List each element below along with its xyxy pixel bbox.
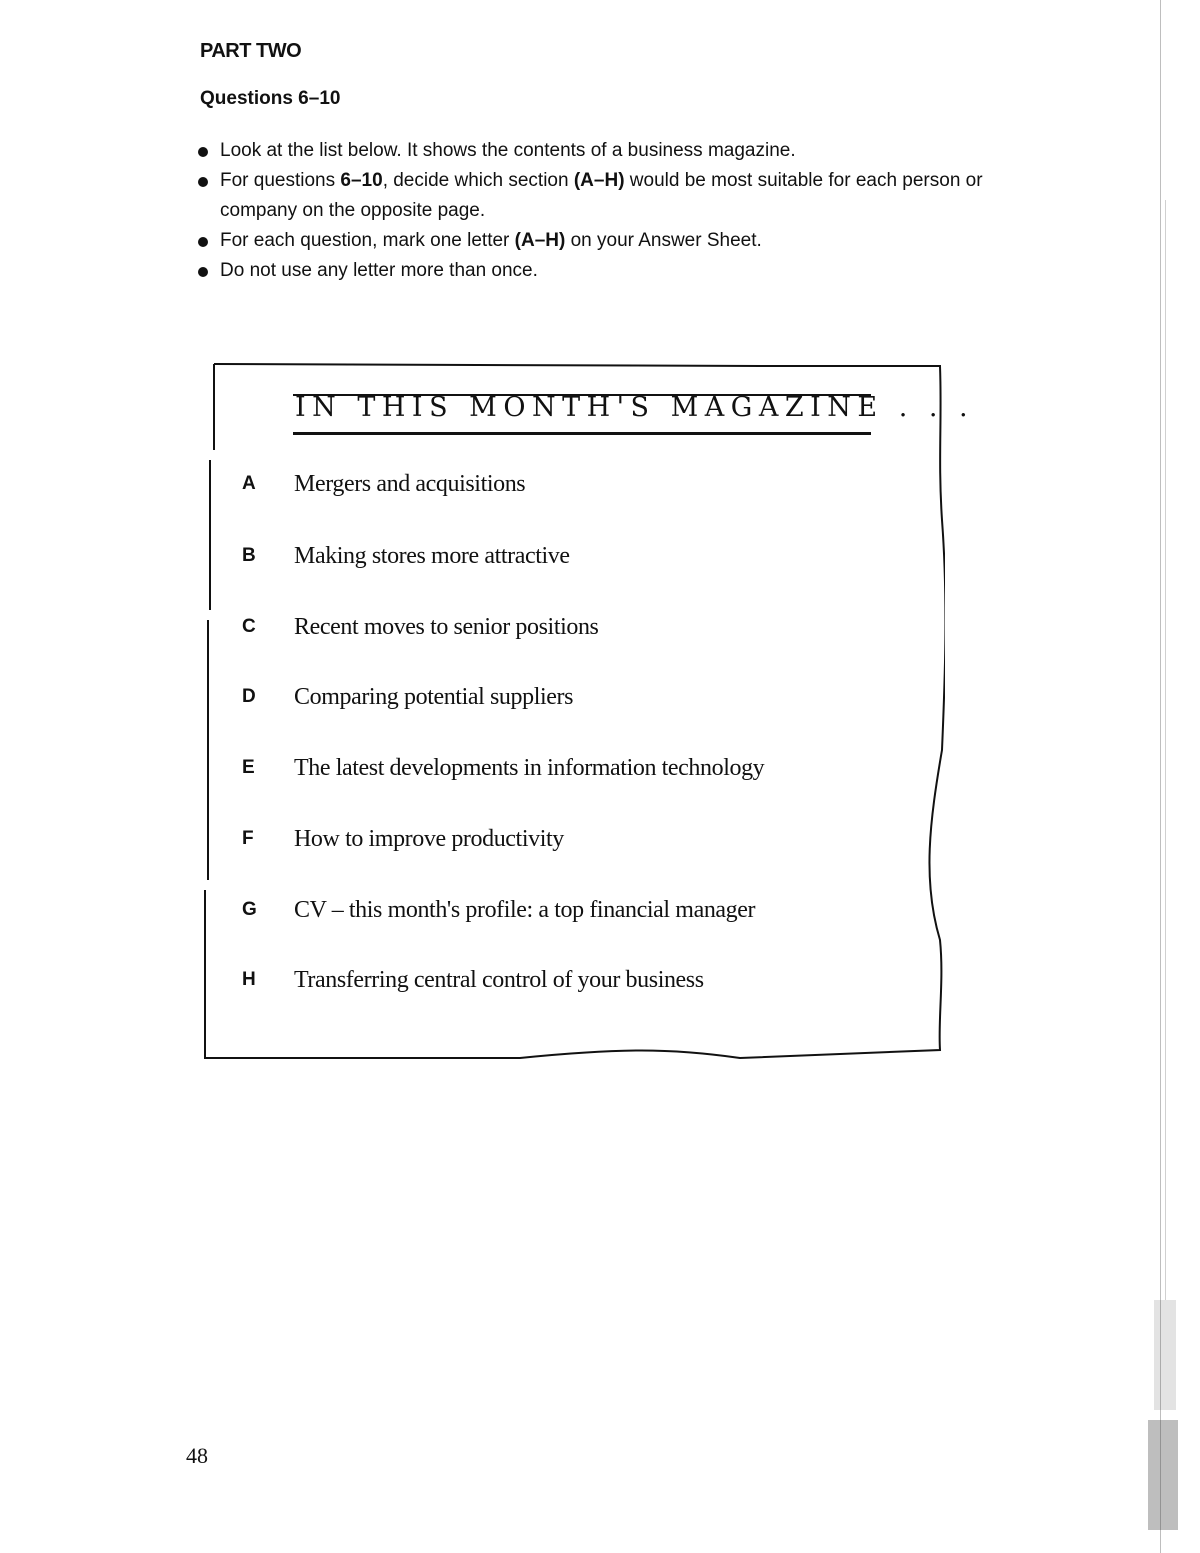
list-item [200,464,920,504]
instructions-list [198,136,1028,286]
section-title: Mergers and acquisitions [294,470,526,497]
list-item [200,607,920,647]
magazine-contents-box [200,360,975,1065]
instruction-item: Do not use any letter more than once. [198,256,1028,286]
instruction-item: For each question, mark one letter (A–H) on your Answer Sheet. [198,226,1028,256]
heading-rule [293,432,871,435]
section-title: Transferring central control of your business [294,966,704,993]
section-letter: A [242,473,256,494]
instruction-item: Look at the list below. It shows the contents of a business magazine. [198,136,1028,166]
section-title: Making stores more attractive [294,542,570,569]
list-item [200,819,920,859]
bullet-icon [198,177,208,187]
section-letter: D [242,686,256,707]
section-title: Recent moves to senior positions [294,613,599,640]
part-title: PART TWO [200,40,302,62]
magazine-heading: IN THIS MONTH'S MAGAZINE . . . [295,392,975,423]
section-letter: E [242,757,255,778]
section-letter: F [242,828,254,849]
page-number: 48 [186,1443,208,1468]
list-item [200,536,920,576]
questions-title: Questions 6–10 [200,88,341,109]
bullet-icon [198,267,208,277]
scan-edge-noise [1110,0,1180,1553]
list-item [200,890,920,930]
section-title: CV – this month's profile: a top financial manager [294,896,756,923]
section-title: Comparing potential suppliers [294,683,574,710]
section-letter: H [242,969,256,990]
instruction-item: For questions 6–10, decide which section (A–H) would be most suitable for each person or company on the opposite page. [198,166,1028,226]
list-item [200,748,920,788]
bullet-icon [198,237,208,247]
list-item [200,960,920,1000]
section-title: The latest developments in information technology [294,754,765,781]
section-title: How to improve productivity [294,825,564,852]
section-letter: B [242,545,256,566]
section-letter: C [242,616,256,637]
list-item [200,677,920,717]
section-letter: G [242,899,257,920]
bullet-icon [198,147,208,157]
